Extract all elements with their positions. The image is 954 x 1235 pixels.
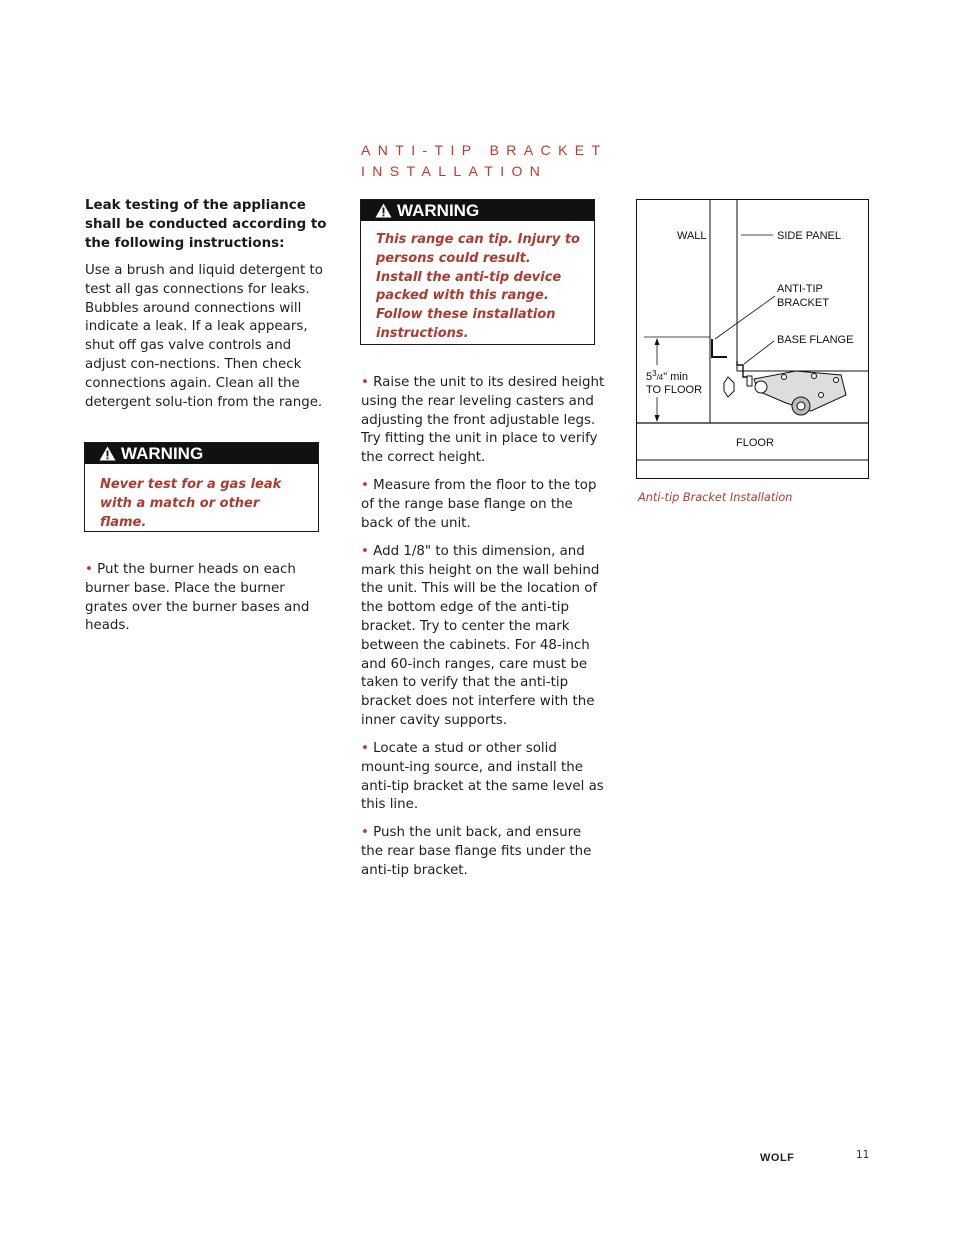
warning-header <box>85 443 318 464</box>
warning-label: WARNING <box>121 444 204 463</box>
side-panel-label: SIDE PANEL <box>777 230 841 242</box>
list-item-text: Raise the unit to its desired height using the rear leveling casters and adjusting the front adjustable legs. Try fitting the unit in place to verify the correct height. <box>361 375 605 466</box>
list-item-text: Add 1/8" to this dimension, and mark this height on the wall behind the unit. This will be the location of the bottom edge of the anti-tip bracket. Try to center the mark between the cabinets. For 48-inch and 60-inch ranges, care must be taken to verify that the anti-tip bracket does not interfere with the inner cavity supports. <box>361 543 600 728</box>
section-title-line1: ANTI-TIP BRACKET <box>361 142 608 158</box>
diagram-caption: Anti-tip Bracket Installation <box>638 491 793 504</box>
dimension-unit: " min <box>663 371 688 383</box>
caster-rivet <box>782 375 787 380</box>
left-bullet-list <box>85 561 325 636</box>
anti-tip-leader <box>715 296 775 339</box>
warning-text: Never test for a gas leak with a match or other flame. <box>100 477 282 530</box>
arrow-up-icon <box>655 338 660 345</box>
base-flange-shape <box>737 361 747 377</box>
dimension-numerator: 3 <box>652 369 657 378</box>
list-item <box>85 561 325 636</box>
leak-test-paragraph <box>85 262 330 412</box>
bullet-icon: • <box>361 740 369 756</box>
flange-clip <box>747 376 752 386</box>
caster-bolt <box>755 381 767 393</box>
list-item <box>361 543 607 731</box>
page-number: 11 <box>856 1149 870 1161</box>
caster-rivet <box>819 393 824 398</box>
gas-leak-warning-box <box>84 442 319 532</box>
anti-tip-bracket-shape <box>712 339 727 357</box>
list-item-text: Push the unit back, and ensure the rear base flange fits under the anti-tip bracket. <box>361 825 592 878</box>
list-item-text: Locate a stud or other solid mount-ing source, and install the anti-tip bracket at the same level as this line. <box>361 740 604 813</box>
dimension-denominator: /4 <box>656 373 664 382</box>
section-title-line2: INSTALLATION <box>361 163 548 179</box>
list-item-text: Measure from the floor to the top of the range base flange on the back of the unit. <box>361 478 597 531</box>
bullet-icon: • <box>85 562 93 577</box>
caster-rivet <box>834 378 839 383</box>
anti-tip-label-line1: ANTI-TIP <box>777 283 823 295</box>
list-item <box>361 824 607 880</box>
dimension-label <box>646 369 688 383</box>
wall-label: WALL <box>677 230 707 242</box>
bullet-icon: • <box>361 825 369 841</box>
list-item <box>361 477 607 533</box>
caster-rivet <box>812 374 817 379</box>
anti-tip-label-line2: BRACKET <box>777 297 829 309</box>
arrow-down-icon <box>655 415 660 422</box>
list-item-text: Put the burner heads on each burner base. Place the burner grates over the burner bases and heads. <box>85 562 310 634</box>
tip-warning-box <box>360 199 595 345</box>
warning-header <box>361 200 594 221</box>
leg-bolt-shape <box>724 377 734 397</box>
bullet-icon: • <box>361 478 369 494</box>
warning-text: This range can tip. Injury to persons could result. Install the anti-tip device packed with this range. Follow these installation instructions. <box>376 232 580 341</box>
warning-label: WARNING <box>397 201 480 220</box>
installation-steps <box>361 374 607 890</box>
brand-name: WOLF <box>760 1152 795 1164</box>
wolf-logo <box>760 1150 810 1164</box>
anti-tip-bracket-diagram <box>636 199 869 479</box>
base-flange-leader <box>744 341 774 364</box>
dimension-whole: 5 <box>646 371 653 383</box>
warning-triangle-icon <box>99 446 116 461</box>
leak-test-paragraph-text: Use a brush and liquid detergent to test all gas connections for leaks. Bubbles around connections will indicate a leak. If a leak appears, shut off gas valve controls and adjust con-nections. Then check connections again. Clean all the detergent solu-tion from the range. <box>85 263 323 410</box>
caster-hub <box>797 402 805 410</box>
floor-label: FLOOR <box>736 437 774 449</box>
to-floor-label: TO FLOOR <box>646 384 703 396</box>
bullet-icon: • <box>361 375 369 390</box>
section-title <box>361 140 621 182</box>
bullet-icon: • <box>361 543 369 559</box>
list-item <box>361 374 607 468</box>
list-item <box>361 740 607 815</box>
warning-triangle-icon <box>375 203 392 218</box>
base-flange-label: BASE FLANGE <box>777 334 854 346</box>
leak-test-lead: Leak testing of the appliance shall be conducted according to the following instructions: <box>85 198 327 251</box>
